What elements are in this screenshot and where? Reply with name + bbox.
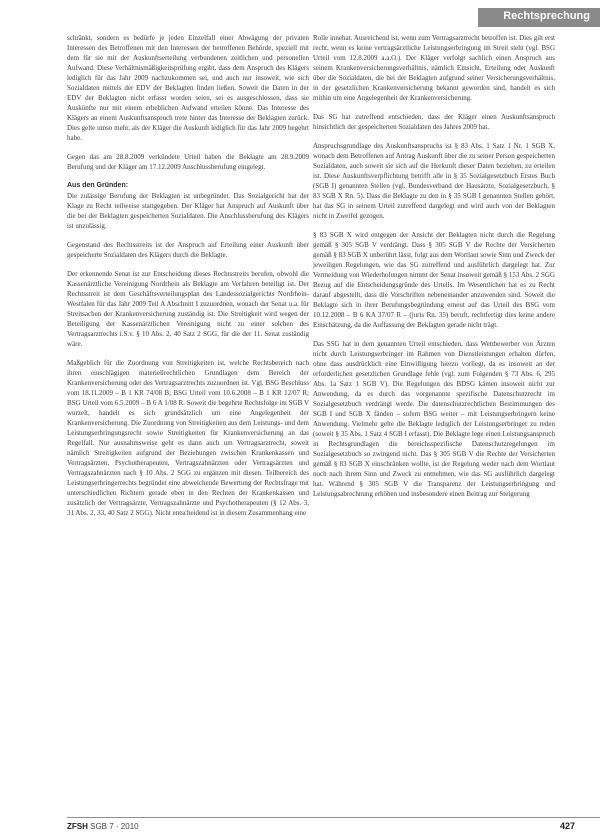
paragraph: Das SSG hat in dem genannten Urteil entschieden, dass Wettbewerber von Ärzten nicht durch Leistungserbringer im Rahmen von Dienstleistungen erhalten dürfen, ohne dass ausdrücklich eine Einwilligung hierzu vorliegt, da es insoweit an der erforderlichen gesetzlichen Grundlage fehle (vgl. zum Folgenden § 73 Abs. 6, 295 Abs. 1a Satz 1 SGB V). Die Regelungen des BDSG kämen insoweit nicht zur Anwendung, da es durch das vorgenannte spezifische Datenschutzrecht im Sozialgesetzbuch verdrängt werde. Die datenschutzrechtlichen Bestimmungen des SGB I und SGB X fänden – sofern BSG weiter – mit Leistungserbringern keine Anwendung. Vielmehr gelte die Beklagte lediglich der Leistungserbringer zu reden (soweit § 35 Abs. 1 Satz 4 SGB I erfasst). Die Beklagte lege einen Leistungsanspruch in Rechtsgrundlagen die bereichsspezifische Datenschutzregelungen im Sozialgesetzbuch so zwingend nicht. Das § 305 SGB V die Rechte der Versicherten gemäß § 83 SGB X einschränken wollte, ist der Regelung weder nach dem Wortlaut noch nach ihrem Sinn und Zweck zu entnehmen, wie das SG ausführlich dargelegt hat. Während § 305 SGB V die Transparenz der Leistungserbringung und Leistungsabrechnung erhöhen und insbesondere einen Beitrag zur Steigerung <box>313 340 555 498</box>
left-column <box>67 33 309 817</box>
paragraph: § 83 SGB X wird entgegen der Ansicht der Beklagten nicht durch die Regelung gemäß § 305 SGB V verdrängt. Dass § 305 SGB V die Rechte der Versicherten gemäß § 83 SGB X unberührt lässt, folgt aus dem Wortlaut sowie Sinn und Zweck der jeweiligen Regelungen, wie das SG zutreffend und ausführlich dargelegt hat. Zur Vermeidung von Wiederholungen nimmt der Senat insoweit gemäß § 153 Abs. 2 SGG Bezug auf die Entscheidungsgründe des Urteils. Im Wesentlichen hat es zu Recht darauf abgestellt, dass die Vorschriften nebeneinander anzuwenden sind. Soweit die Beklagte sich in ihrer Berufungsbegründung erneut auf das Urteil des BSG vom 10.12.2008 – B 6 KA 37/07 R – (juris Rn. 35) beruft, rechtfertigt dies keine andere Einschätzung, da die Auffassung der Beklagten gerade nicht trägt. <box>313 231 555 329</box>
section-heading: Aus den Gründen: <box>67 182 129 189</box>
paragraph: Die zulässige Berufung der Beklagten ist unbegründet. Das Sozialgericht hat der Klage zu Recht teilweise stattgegeben. Der Kläger hat Anspruch auf Auskunft über die bei der Beklagten gespeicherten Sozialdaten. Die Anschlussberufung des Klägers ist unzulässig. <box>67 192 309 230</box>
section-title: Rechtsprechung <box>503 10 590 22</box>
paragraph: Gegenstand des Rechtsstreits ist der Anspruch auf Erteilung einer Auskunft über gespeicherte Sozialdaten des Klägers durch die Beklagte. <box>67 241 309 259</box>
journal-issue: SGB 7 · 2010 <box>90 822 139 831</box>
paragraph: Der erkennende Senat ist zur Entscheidung dieses Rechtsstreits berufen, obwohl die Kassenärztliche Vereinigung Nordrhein als Beklagte am Verfahren beteiligt ist. Der Rechtsstreit ist dem Geschäftsverteilungsplan des Landessozialgerichts Nordrhein-Westfalen für das Jahr 2009 Teil A Abschnitt I zuzuordnen, wonach der Senat u.a. für Streitsachen der Krankenversicherung zuständig ist. Die Streitigkeit wird wegen der Beteiligung der Kassenärztlichen Vereinigung nicht zu einer solchen des Vertragsarztrechts i.S.v. § 10 Abs. 2, 40 Satz 2 SGG, für die der 11. Senat zuständig wäre. <box>67 270 309 348</box>
paragraph: Rolle innehat. Ausreichend ist, wenn zum Vertragsarztrecht betroffen ist. Dies gilt erst recht, wenn es keine vertragsärztliche Leistungserbringung im Streit steht (vgl. BSG Urteil vom 12.8.2009 a.a.O.). Der Kläger verfolgt sachlich einen Anspruch aus seinem Krankenversicherungsverhältnis, nämlich Einsicht, Erteilung oder Auskunft über die Sozialdaten, die bei der Beklagten aufgrund seiner Versicherungsverhältnis, in der gesetzlichen Krankenversicherung bekannt geworden sind, handelt es sich mithin um eine Angelegenheit der Krankenversicherung. <box>313 34 555 102</box>
paragraph: Maßgeblich für die Zuordnung von Streitigkeiten ist, welche Rechtsbereich nach ihren einschlägigen materiellrechtlichen Grundlagen dem Bereich der Krankenversicherung oder des Vertragsarztrechts zuzuordnen ist. Vgl. BSG Beschluss vom 18.11.2009 – B 1 KR 74/08 B; BSG Urteil vom 10.6.2008 – B 1 KR 12/07 R; BSG Urteil vom 6.5.2009 – B 6 A 1/08 R. Soweit die begehrte Rechtsfolge im SGB V wurzelt, handelt es sich grundsätzlich um eine Angelegenheit der Krankenversicherung. Die Zuordnung von Streitigkeiten aus dem Leistungs- und dem Leistungserbringungsrecht sowie Streitigkeiten für Krankenversicherung an das Regelfall. Nur ausnahmsweise geht es dann auch um Vertragsarztrecht, soweit nämlich Streitigkeiten aufgrund der Beziehungen zwischen Krankenkassen und Vertragsärzten, Psychotherapeuten, Vertragszahnärzten oder Vertragsärzten und Vertragszahnärzten nach § 10 Abs. 2 SGG zu ergänzen mit diesen. Teilbereich des Leistungserbringerrechts begründet eine abweichende Bewertung der Rechtsfrage mit unterschiedlichen Richtern gerade eben in den Rechten der Krankenkassen und zusätzlich der Vertragsärzte, Vertragszahnärzte und Psychotherapeuten (§ 12 Abs. 3, 31 Abs. 2, 33, 40 Satz 2 SGG). Nicht entscheidend ist in diesem Zusammenhang eine <box>67 359 309 517</box>
paragraph: schränkt, sondern es bedürfe je jeden Einzelfall einer Abwägung der privaten Interessen des Betroffenen mit den Interessen der betroffenen Behörde, speziell mit dem für sie mit der Auskunftserteilung verbundenen zeitlichen und personellen Aufwand. Diese Verhältnismäßigkeitsprüfung ergibt, dass dem Anspruch des Klägers lediglich für das Jahr 2009 nachzukommen sei, und auch nur insoweit, wie sich Sozialdaten mittels der EDV der Beklagten finden ließen. Soweit die Daten in der EDV der Beklagten nicht erfasst worden seien, sei es ausgeschlossen, dass sie Auskünfte nur mit einem erheblichen Aufwand erteilen könne. Das Interesse des Klägers an einem Auskunftsanspruch trete hinter das Interesse der Beklagten zurück. Dies gelte umso mehr, als der Kläger die Auskunft lediglich für das Jahr 2009 begehrt habe. <box>67 34 309 142</box>
footer-divider <box>67 817 600 818</box>
section-header-band <box>478 8 600 27</box>
footer-journal <box>67 822 139 831</box>
paragraph: Anspruchsgrundlage des Auskunftsanspruchs ist § 83 Abs. 1 Satz 1 Nr. 1 SGB X, wonach dem Betroffenen auf Antrag Auskunft über die zu seiner Person gespeicherten Sozialdaten, auch soweit sie sich auf die Herkunft dieser Daten beziehen, zu erteilen ist. Diese Auskunftsverpflichtung betrifft alle in § 35 Sozialgesetzbuch Erstes Buch (SGB I) genannten Stellen (vgl. Bundesverband der Hausärzte, Sozialgesetzbuch, § 83 SGB X Rn. 5). Dass die Beklagte zu den in § 35 SGB I genannten Stellen gehört, hat das SG in seinem Urteil zutreffend dargelegt und wird auch von der Beklagten nicht in Zweifel gezogen. <box>313 142 555 220</box>
journal-name: ZFSH <box>67 822 88 831</box>
page-number: 427 <box>559 821 575 831</box>
paragraph: Das SG hat zutreffend entschieden, dass der Kläger einen Auskunftsanspruch hinsichtlich der gespeicherten Sozialdaten des Jahres 2009 hat. <box>313 113 555 131</box>
right-column <box>313 33 555 817</box>
paragraph: Gegen das am 28.8.2009 verkündete Urteil haben die Beklagte am 28.9.2009 Berufung und der Kläger am 17.12.2009 Anschlussberufung eingelegt. <box>67 153 309 171</box>
